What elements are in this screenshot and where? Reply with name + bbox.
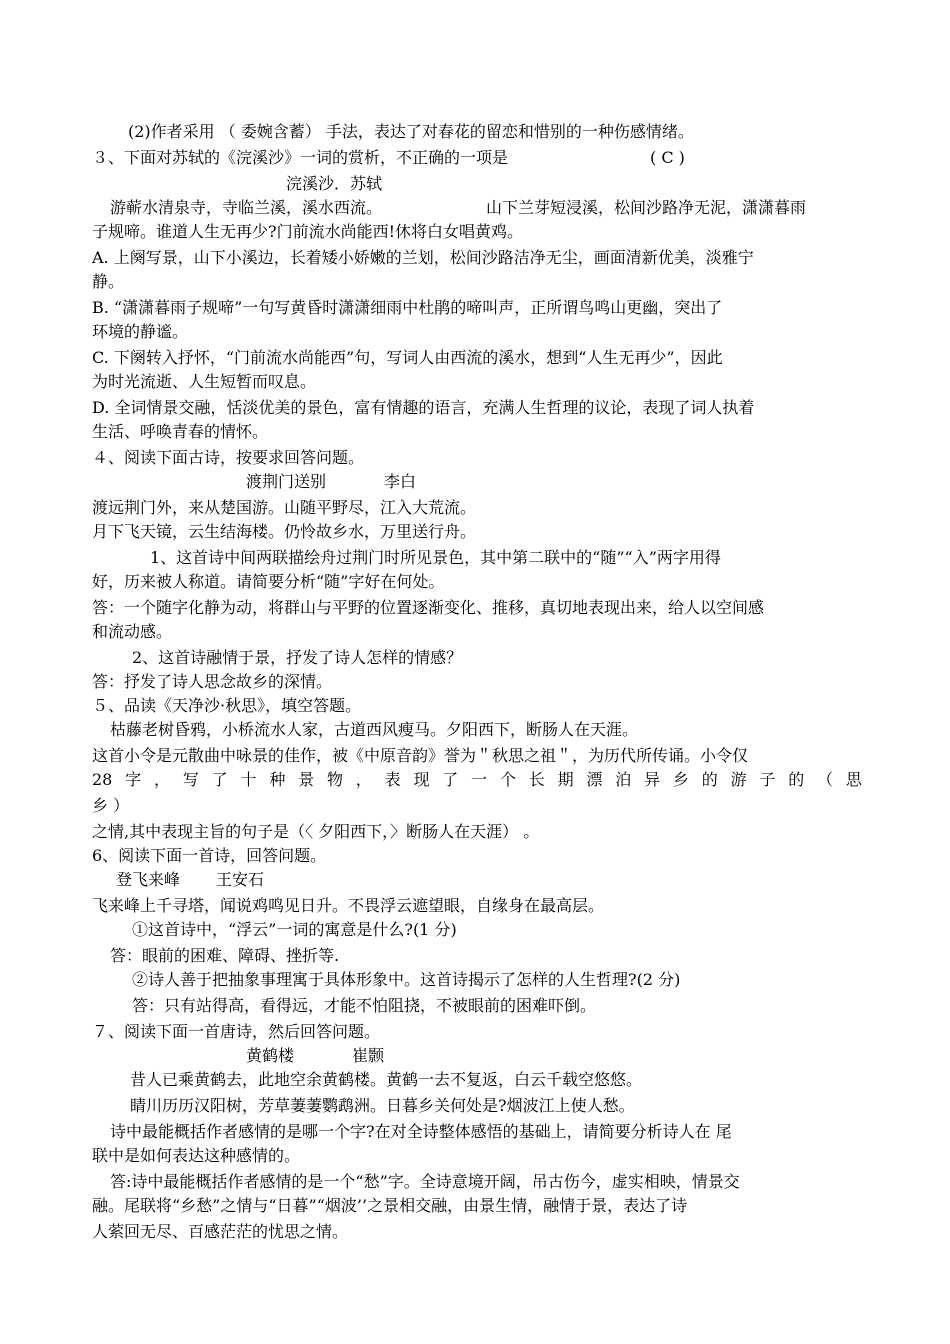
option-d: D. 全词情景交融，恬淡优美的景色，富有情趣的语言，充满人生哲理的议论，表现了词人执着 (92, 398, 755, 417)
poem-text: 昔人已乘黄鹤去，此地空余黄鹤楼。黄鹤一去不复返，白云千载空悠悠。 (130, 1070, 643, 1089)
answer-line: 和流动感。 (92, 622, 173, 641)
poem-author: 崔颢 (352, 1046, 385, 1065)
option-b-cont: 环境的静谧。 (92, 322, 189, 341)
question-4-prompt: ４、阅读下面古诗，按要求回答问题。 (92, 448, 365, 467)
sub-question: 1、这首诗中间两联描绘舟过荆门时所见景色，其中第二联中的“随”“入”两字用得 (150, 548, 721, 567)
question-6-prompt: 6、阅读下面一首诗，回答问题。 (92, 846, 327, 865)
poem-text: 子规啼。谁道人生无再少?门前流水尚能西!休将白女唱黄鸡。 (92, 222, 524, 241)
answer-line: 答：抒发了诗人思念故乡的深情。 (92, 672, 333, 691)
question-3-answer: ( C ) (650, 148, 685, 167)
poem-text: 睛川历历汉阳树，芳草萋萋鹦鹉洲。日暮乡关何处是?烟波江上使人愁。 (130, 1096, 635, 1115)
poem-author: 李白 (384, 472, 417, 491)
poem-author: 王安石 (216, 870, 265, 889)
answer-line: 答：只有站得高，看得远，才能不怕阻挠，不被眼前的困难吓倒。 (132, 996, 597, 1015)
sub-question: ①这首诗中，“浮云”一词的寓意是什么?(1 分) (132, 920, 457, 939)
poem-preface: 游蕲水清泉寺，寺临兰溪，溪水西流。 (110, 198, 383, 217)
answer-line: 答:诗中最能概括作者感情的是一个“愁”字。全诗意境开阔，吊古伤今，虚实相映，情景交 (110, 1172, 740, 1191)
option-d-cont: 生活、呼唤青春的情怀。 (92, 422, 269, 441)
poem-title: 渡荆门送别 (246, 472, 327, 491)
question-7-text: 联中是如何表达这种感情的。 (92, 1146, 301, 1165)
poem-title: 黄鹤楼 (246, 1046, 295, 1065)
question-5-text: 这首小令是元散曲中咏景的佳作，被《中原音韵》誉为＂秋思之祖＂，为历代所传诵。小令仅 (92, 746, 749, 765)
option-c-cont: 为时光流逝、人生短暂而叹息。 (92, 372, 317, 391)
answer-line: (2)作者采用 （ 委婉含蓄） 手法，表达了对春花的留恋和惜别的一种伤感情绪。 (128, 122, 694, 141)
question-7-prompt: ７、阅读下面一首唐诗，然后回答问题。 (92, 1022, 381, 1041)
option-b: B. “潇潇暮雨子规啼”一句写黄昏时潇潇细雨中杜鹃的啼叫声，正所谓鸟鸣山更幽，突出了 (92, 298, 723, 317)
question-5-prompt: ５、品读《天净沙·秋思》，填空答题。 (92, 696, 362, 715)
option-a-cont: 静。 (92, 272, 125, 291)
question-7-text: 诗中最能概括作者感情的是哪一个字?在对全诗整体感悟的基础上，请简要分析诗人在 尾 (110, 1122, 732, 1141)
poem-title: 登飞来峰 (116, 870, 181, 889)
answer-line: 答：眼前的困难、障碍、挫折等. (110, 946, 340, 965)
question-5-justified-line: 28 字 ， 写 了 十 种 景 物 ， 表 现 了 一 个 长 期 漂 泊 异 乡 的 游 子 的 （ 思 (92, 770, 862, 789)
poem-text: 月下飞天镜，云生结海楼。仍怜故乡水，万里送行舟。 (92, 522, 477, 541)
poem-text: 山下兰芽短浸溪，松间沙路净无泥，潇潇暮雨 (486, 198, 807, 217)
sub-question: 2、这首诗融情于景，抒发了诗人怎样的情感？ (132, 648, 463, 667)
answer-line: 答：一个随字化静为动，将群山与平野的位置逐渐变化、推移，真切地表现出来，给人以空间感 (92, 598, 765, 617)
poem-title: 浣溪沙．苏轼 (286, 174, 383, 193)
sub-question-cont: 好，历来被人称道。请简要分析“随”字好在何处。 (92, 572, 445, 591)
sub-question: ②诗人善于把抽象事理寓于具体形象中。这首诗揭示了怎样的人生哲理?(2 分) (132, 970, 681, 989)
question-5-text: 乡 ） (92, 796, 130, 815)
question-5-answer: 之情,其中表现主旨的句子是（〈 夕阳西下，〉断肠人在天涯） 。 (92, 822, 540, 841)
answer-line: 融。尾联将“乡愁”之情与“日暮”“烟波’’之景相交融，由景生情，融情于景，表达了诗 (92, 1196, 688, 1215)
poem-text: 渡远荆门外，来从楚国游。山随平野尽，江入大荒流。 (92, 498, 477, 517)
option-a: A. 上阕写景，山下小溪边，长着矮小娇嫩的兰划，松间沙路洁净无尘，画面清新优美，淡雅宁 (92, 248, 754, 267)
question-3-prompt: ３、下面对苏轼的《浣溪沙》一词的赏析，不正确的一项是 (92, 148, 509, 167)
poem-text: 枯藤老树昏鸦，小桥流水人家，古道西风瘦马。夕阳西下，断肠人在天涯。 (110, 720, 639, 739)
poem-text: 飞来峰上千寻塔，闻说鸡鸣见日升。不畏浮云遮望眼，自缘身在最高层。 (92, 896, 605, 915)
option-c: C. 下阕转入抒怀，“门前流水尚能西”句，写词人由西流的溪水，想到“人生无再少”，因此 (92, 348, 723, 367)
answer-line: 人萦回无尽、百感茫茫的忧思之情。 (92, 1222, 349, 1241)
